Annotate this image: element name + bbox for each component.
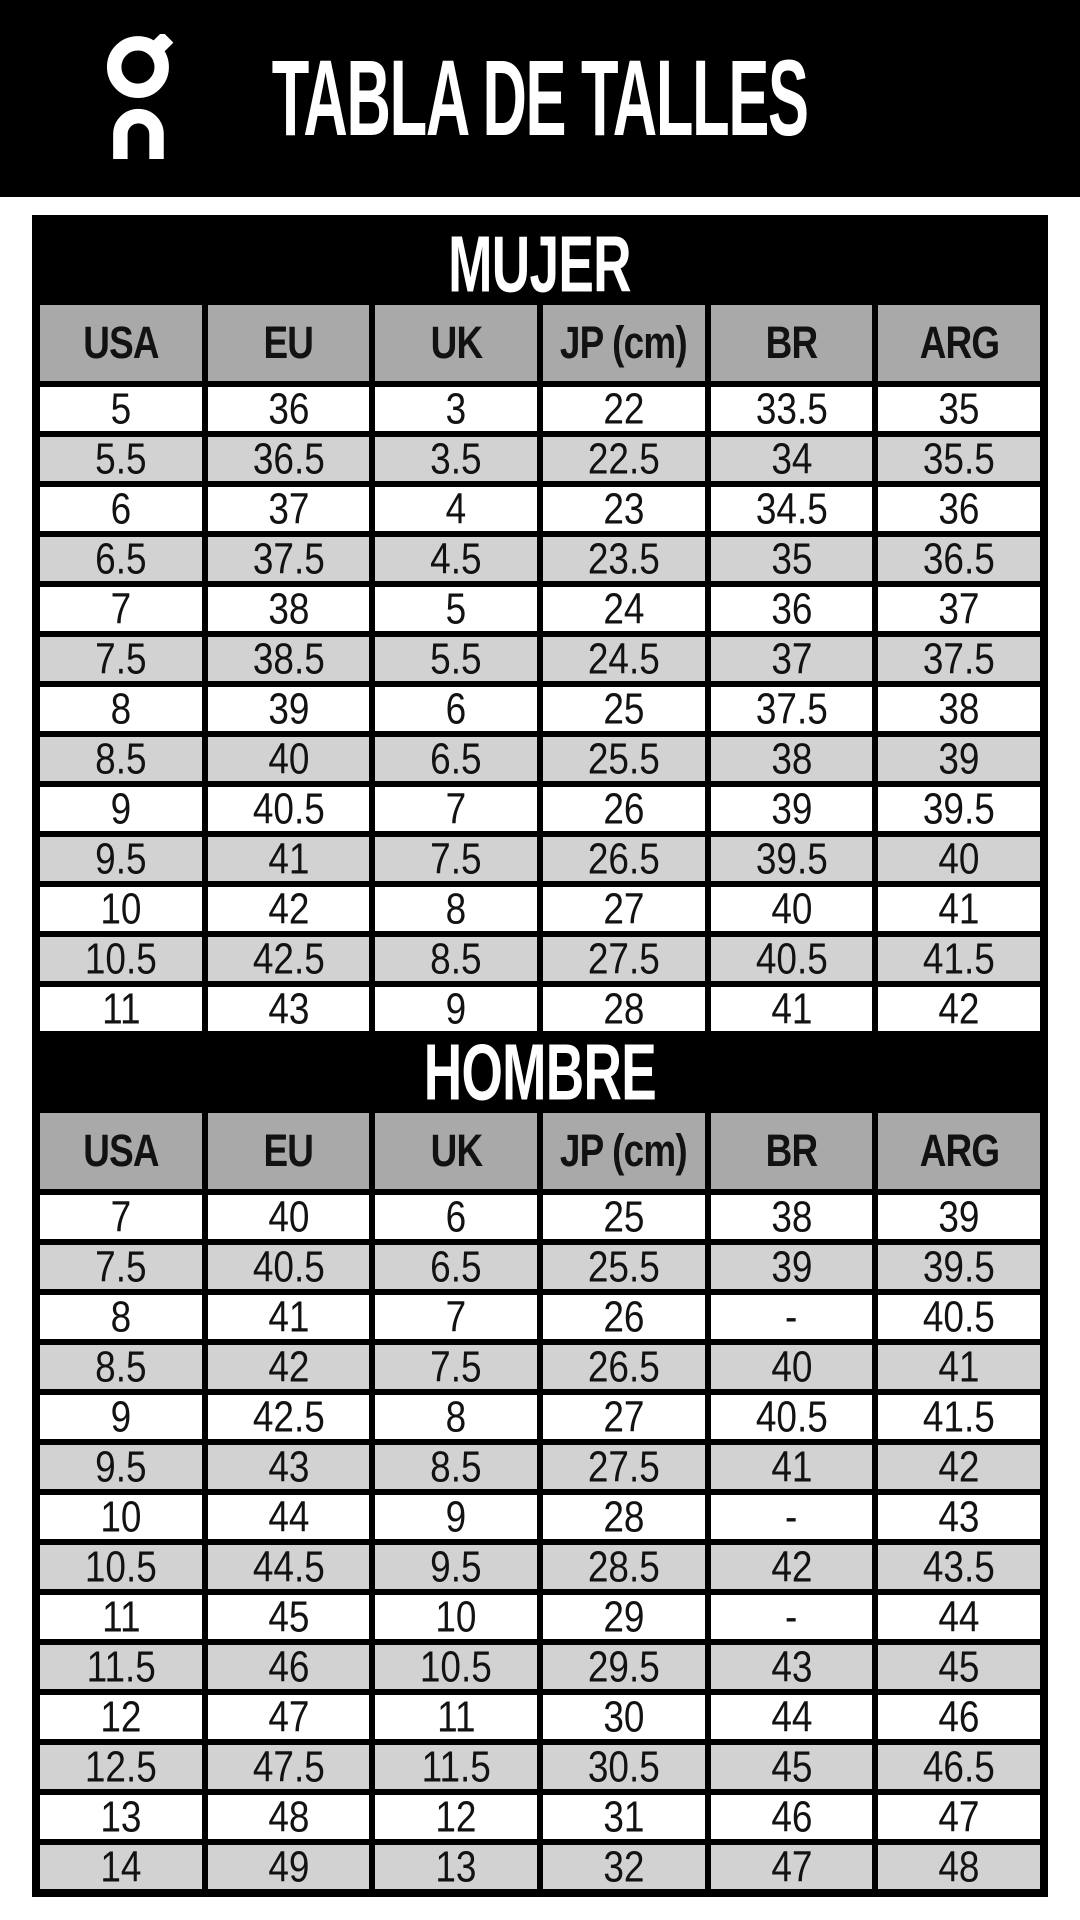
column-header: EU — [208, 1113, 370, 1189]
table-cell: 39 — [878, 1195, 1040, 1239]
table-cell: 41 — [208, 1295, 370, 1339]
table-cell: 30.5 — [543, 1745, 705, 1789]
table-cell: 9.5 — [375, 1545, 537, 1589]
table-cell: 34.5 — [711, 487, 873, 531]
table-cell: 32 — [543, 1845, 705, 1889]
table-cell: 41 — [208, 837, 370, 881]
table-cell: 40 — [208, 737, 370, 781]
table-cell: 9 — [375, 987, 537, 1031]
table-cell: 6.5 — [40, 537, 202, 581]
column-header: BR — [711, 305, 873, 381]
table-cell: 45 — [878, 1645, 1040, 1689]
table-cell: 11 — [40, 987, 202, 1031]
size-grid-women — [40, 305, 1040, 1031]
table-cell: 38 — [711, 1195, 873, 1239]
table-cell: 8 — [375, 887, 537, 931]
table-cell: 11 — [375, 1695, 537, 1739]
table-cell: 8 — [40, 687, 202, 731]
table-cell: 26.5 — [543, 837, 705, 881]
table-cell: 43 — [711, 1645, 873, 1689]
table-cell: 10.5 — [375, 1645, 537, 1689]
table-cell: 28 — [543, 1495, 705, 1539]
table-cell: 6.5 — [375, 1245, 537, 1289]
table-cell: 10 — [40, 887, 202, 931]
table-cell: 28 — [543, 987, 705, 1031]
table-cell: 10.5 — [40, 1545, 202, 1589]
table-cell: 39 — [711, 787, 873, 831]
table-cell: 47.5 — [208, 1745, 370, 1789]
table-cell: 49 — [208, 1845, 370, 1889]
table-cell: 26 — [543, 1295, 705, 1339]
table-cell: 25.5 — [543, 1245, 705, 1289]
table-cell: 36 — [878, 487, 1040, 531]
table-cell: 35 — [878, 387, 1040, 431]
table-cell: 29.5 — [543, 1645, 705, 1689]
table-cell: 36 — [711, 587, 873, 631]
table-cell: 7 — [40, 587, 202, 631]
table-cell: 38 — [878, 687, 1040, 731]
table-cell: 7.5 — [40, 1245, 202, 1289]
table-cell: 43 — [208, 1445, 370, 1489]
table-cell: 22 — [543, 387, 705, 431]
section-title-hombre: HOMBRE — [40, 1031, 1040, 1113]
table-cell: 42 — [208, 1345, 370, 1389]
table-cell: 47 — [208, 1695, 370, 1739]
table-cell: 35 — [711, 537, 873, 581]
table-cell: 10 — [40, 1495, 202, 1539]
table-cell: 46 — [711, 1795, 873, 1839]
table-cell: 37 — [208, 487, 370, 531]
table-cell: 37.5 — [878, 637, 1040, 681]
table-cell: 8.5 — [375, 937, 537, 981]
table-cell: 41 — [878, 887, 1040, 931]
table-cell: 45 — [711, 1745, 873, 1789]
table-cell: 42 — [711, 1545, 873, 1589]
table-cell: 36.5 — [208, 437, 370, 481]
table-cell: 11 — [40, 1595, 202, 1639]
table-cell: 27 — [543, 887, 705, 931]
table-cell: 42 — [878, 987, 1040, 1031]
table-cell: 35.5 — [878, 437, 1040, 481]
table-cell: 37.5 — [711, 687, 873, 731]
table-cell: 40 — [208, 1195, 370, 1239]
table-cell: 41 — [711, 1445, 873, 1489]
page-title: TABLA DE TALLES — [272, 38, 808, 158]
table-cell: 28.5 — [543, 1545, 705, 1589]
table-cell: 40.5 — [711, 1395, 873, 1439]
table-cell: 25.5 — [543, 737, 705, 781]
table-cell: 46 — [208, 1645, 370, 1689]
table-cell: 22.5 — [543, 437, 705, 481]
table-cell: 42.5 — [208, 937, 370, 981]
column-header: UK — [375, 305, 537, 381]
table-cell: 43.5 — [878, 1545, 1040, 1589]
table-cell: 6 — [40, 487, 202, 531]
size-grid-men — [40, 1113, 1040, 1889]
table-cell: 25 — [543, 687, 705, 731]
table-cell: 27.5 — [543, 937, 705, 981]
table-cell: 24 — [543, 587, 705, 631]
table-section-women — [40, 219, 1040, 1033]
table-cell: 12.5 — [40, 1745, 202, 1789]
table-cell: 11.5 — [40, 1645, 202, 1689]
table-cell: 5.5 — [375, 637, 537, 681]
column-header: BR — [711, 1113, 873, 1189]
table-section-men — [40, 1027, 1040, 1891]
table-cell: 9 — [40, 787, 202, 831]
column-header: USA — [40, 305, 202, 381]
table-cell: 39 — [711, 1245, 873, 1289]
table-cell: 44.5 — [208, 1545, 370, 1589]
column-header: USA — [40, 1113, 202, 1189]
table-cell: 9.5 — [40, 1445, 202, 1489]
table-cell: 46.5 — [878, 1745, 1040, 1789]
section-title-mujer: MUJER — [40, 223, 1040, 305]
table-cell: 9.5 — [40, 837, 202, 881]
column-header: EU — [208, 305, 370, 381]
table-cell: 40 — [878, 837, 1040, 881]
column-header: ARG — [878, 1113, 1040, 1189]
table-cell: 7.5 — [375, 837, 537, 881]
table-cell: 27.5 — [543, 1445, 705, 1489]
table-cell: 23 — [543, 487, 705, 531]
table-cell: 41 — [711, 987, 873, 1031]
table-cell: 42.5 — [208, 1395, 370, 1439]
table-cell: 6.5 — [375, 737, 537, 781]
table-cell: 23.5 — [543, 537, 705, 581]
table-cell: 7.5 — [40, 637, 202, 681]
table-cell: 7.5 — [375, 1345, 537, 1389]
table-cell: 45 — [208, 1595, 370, 1639]
table-cell: 47 — [878, 1795, 1040, 1839]
table-cell: 6 — [375, 1195, 537, 1239]
table-cell: 4.5 — [375, 537, 537, 581]
table-cell: 37 — [711, 637, 873, 681]
table-cell: 8 — [40, 1295, 202, 1339]
table-cell: 48 — [208, 1795, 370, 1839]
table-cell: 3.5 — [375, 437, 537, 481]
table-cell: 5 — [375, 587, 537, 631]
table-cell: - — [711, 1495, 873, 1539]
table-cell: 39 — [878, 737, 1040, 781]
table-cell: 13 — [40, 1795, 202, 1839]
table-cell: 10 — [375, 1595, 537, 1639]
table-cell: 41 — [878, 1345, 1040, 1389]
table-cell: 26 — [543, 787, 705, 831]
table-cell: 47 — [711, 1845, 873, 1889]
table-cell: 12 — [375, 1795, 537, 1839]
table-cell: 26.5 — [543, 1345, 705, 1389]
table-cell: 41.5 — [878, 937, 1040, 981]
table-cell: 44 — [208, 1495, 370, 1539]
table-cell: 40.5 — [208, 787, 370, 831]
table-cell: 31 — [543, 1795, 705, 1839]
table-cell: 36.5 — [878, 537, 1040, 581]
table-cell: 6 — [375, 687, 537, 731]
column-header: JP (cm) — [543, 1113, 705, 1189]
table-cell: 11.5 — [375, 1745, 537, 1789]
table-cell: 4 — [375, 487, 537, 531]
table-cell: 39.5 — [711, 837, 873, 881]
table-cell: 41.5 — [878, 1395, 1040, 1439]
column-header: UK — [375, 1113, 537, 1189]
table-cell: 5 — [40, 387, 202, 431]
table-cell: 44 — [878, 1595, 1040, 1639]
table-cell: 9 — [375, 1495, 537, 1539]
table-cell: 42 — [878, 1445, 1040, 1489]
table-cell: 37.5 — [208, 537, 370, 581]
table-cell: 44 — [711, 1695, 873, 1739]
table-cell: 8.5 — [375, 1445, 537, 1489]
table-cell: - — [711, 1295, 873, 1339]
table-cell: 39.5 — [878, 787, 1040, 831]
table-cell: 33.5 — [711, 387, 873, 431]
column-header: JP (cm) — [543, 305, 705, 381]
table-cell: 40.5 — [711, 937, 873, 981]
table-cell: 29 — [543, 1595, 705, 1639]
table-cell: 27 — [543, 1395, 705, 1439]
table-cell: 5.5 — [40, 437, 202, 481]
table-cell: 39.5 — [878, 1245, 1040, 1289]
table-cell: 10.5 — [40, 937, 202, 981]
table-cell: 8 — [375, 1395, 537, 1439]
table-cell: 14 — [40, 1845, 202, 1889]
table-cell: 24.5 — [543, 637, 705, 681]
table-cell: 40.5 — [878, 1295, 1040, 1339]
table-cell: 7 — [375, 787, 537, 831]
brand-header — [0, 0, 1080, 197]
table-cell: 3 — [375, 387, 537, 431]
size-chart — [32, 215, 1048, 1897]
table-cell: - — [711, 1595, 873, 1639]
table-cell: 9 — [40, 1395, 202, 1439]
table-cell: 40.5 — [208, 1245, 370, 1289]
table-cell: 38 — [711, 737, 873, 781]
table-cell: 8.5 — [40, 1345, 202, 1389]
table-cell: 25 — [543, 1195, 705, 1239]
table-cell: 7 — [375, 1295, 537, 1339]
table-cell: 13 — [375, 1845, 537, 1889]
table-cell: 36 — [208, 387, 370, 431]
table-cell: 39 — [208, 687, 370, 731]
table-cell: 42 — [208, 887, 370, 931]
table-cell: 12 — [40, 1695, 202, 1739]
table-cell: 40 — [711, 1345, 873, 1389]
table-cell: 8.5 — [40, 737, 202, 781]
table-cell: 46 — [878, 1695, 1040, 1739]
table-cell: 38 — [208, 587, 370, 631]
table-cell: 48 — [878, 1845, 1040, 1889]
table-cell: 40 — [711, 887, 873, 931]
table-cell: 37 — [878, 587, 1040, 631]
column-header: ARG — [878, 305, 1040, 381]
table-cell: 34 — [711, 437, 873, 481]
table-cell: 43 — [878, 1495, 1040, 1539]
table-cell: 38.5 — [208, 637, 370, 681]
table-cell: 43 — [208, 987, 370, 1031]
table-cell: 30 — [543, 1695, 705, 1739]
table-cell: 7 — [40, 1195, 202, 1239]
